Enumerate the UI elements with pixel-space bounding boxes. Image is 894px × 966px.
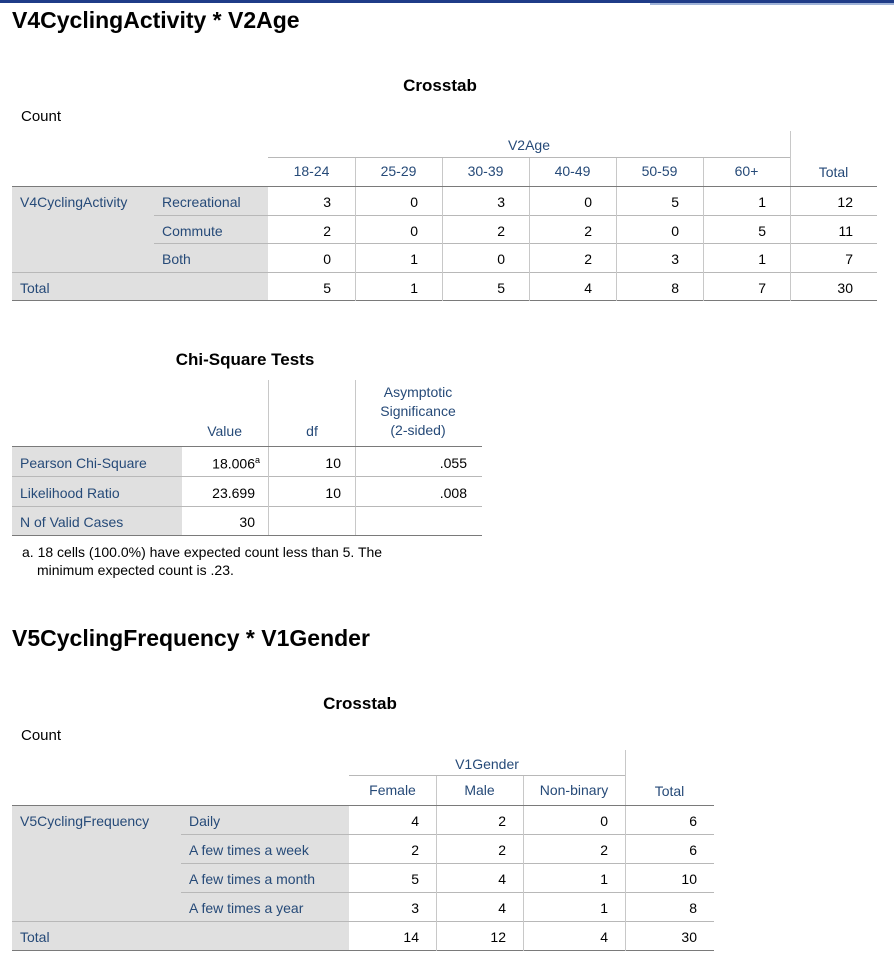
chi-value: 18.006$^a$ (212, 455, 260, 472)
chi-header-sig (355, 383, 481, 440)
chi-value: 23.699 (212, 485, 255, 501)
row-total-cell: 12 (837, 194, 853, 210)
chi-header-sig-line2: Significance (380, 403, 456, 419)
total-column-header: Total (654, 783, 685, 799)
chi-header-divider (355, 380, 356, 446)
row-divider (181, 863, 714, 864)
chi-title: Chi-Square Tests (175, 350, 315, 369)
chi-footnote-line2: minimum expected count is .23. (37, 562, 234, 578)
crosstab2-count-label: Count (21, 727, 62, 744)
table-divider (12, 186, 877, 187)
row-total-cell: 7 (845, 251, 853, 267)
top-border-accent (650, 3, 894, 5)
column-header: Non-binary (539, 782, 609, 798)
count-cell: 4 (498, 900, 506, 916)
chi-row-label: Pearson Chi-Square (20, 455, 147, 471)
count-cell: 1 (758, 194, 766, 210)
count-cell: 2 (584, 251, 592, 267)
column-total-cell: 7 (758, 279, 766, 296)
count-cell: 0 (671, 222, 679, 239)
total-column-header: Total (818, 164, 849, 180)
column-total-cell: 1 (410, 279, 418, 296)
count-cell: 3 (497, 194, 505, 210)
chi-header-df: df (306, 423, 318, 439)
chi-df: 10 (325, 455, 341, 471)
row-divider (154, 243, 877, 244)
count-cell: 5 (671, 194, 679, 210)
chi-header-value: Value (207, 423, 242, 439)
count-cell: 2 (411, 842, 419, 858)
column-header: Female (369, 782, 416, 798)
count-cell: 3 (323, 194, 331, 210)
column-total-cell: 5 (323, 279, 331, 296)
column-divider (703, 157, 704, 187)
count-cell: 3 (671, 251, 679, 267)
row-total-cell: 11 (838, 222, 853, 239)
row-total-cell: 8 (689, 900, 697, 916)
column-total-cell: 5 (497, 279, 505, 296)
column-divider (625, 750, 626, 806)
column-variable-label: V2Age (507, 137, 551, 153)
chi-row-label: N of Valid Cases (20, 514, 124, 530)
row-category-label: Recreational (162, 194, 241, 210)
row-category-label: A few times a month (189, 871, 316, 887)
grand-total-cell: 30 (837, 279, 853, 296)
row-category-label: A few times a year (189, 900, 304, 916)
column-header: Male (464, 782, 495, 798)
column-divider (529, 157, 530, 187)
chi-header-sig-line3: (2-sided) (390, 422, 446, 438)
count-cell: 1 (600, 900, 608, 916)
row-divider (181, 834, 714, 835)
table-divider (12, 300, 877, 301)
column-header: 18-24 (293, 163, 330, 179)
column-header: 25-29 (380, 163, 417, 179)
count-cell: 1 (410, 251, 418, 267)
count-cell: 2 (497, 222, 505, 239)
column-total-cell: 14 (403, 929, 419, 945)
row-total-cell: 6 (689, 813, 697, 829)
row-category-label: Commute (162, 222, 223, 239)
row-total-cell: 6 (689, 842, 697, 858)
count-cell: 1 (600, 871, 608, 887)
row-divider (154, 215, 877, 216)
count-cell: 5 (758, 222, 766, 239)
grand-total-cell: 30 (681, 929, 697, 945)
column-variable-label: V1Gender (455, 756, 519, 772)
chi-divider (12, 446, 482, 447)
column-total-cell: 4 (600, 929, 608, 945)
count-cell: 0 (323, 251, 331, 267)
chi-divider (12, 476, 482, 477)
column-total-cell: 8 (671, 279, 679, 296)
chi-sig: .008 (439, 485, 467, 501)
total-row-label: Total (20, 279, 50, 296)
chi-df: 10 (325, 485, 341, 501)
row-divider (181, 892, 714, 893)
section2-heading: V5CyclingFrequency * V1Gender (12, 625, 370, 651)
count-cell: 3 (411, 900, 419, 916)
row-total-cell: 10 (681, 871, 697, 887)
column-total-cell: 4 (584, 279, 592, 296)
table-divider (12, 950, 714, 951)
column-header: 50-59 (641, 163, 678, 179)
chi-divider (12, 506, 482, 507)
count-cell: 0 (600, 813, 608, 829)
count-cell: 0 (410, 194, 418, 210)
section1-heading: V4CyclingActivity * V2Age (12, 7, 300, 33)
count-cell: 4 (498, 871, 506, 887)
chi-sig: .055 (439, 455, 467, 471)
count-cell: 0 (497, 251, 505, 267)
count-cell: 2 (323, 222, 331, 239)
count-cell: 0 (584, 194, 592, 210)
crosstab2-title: Crosstab (323, 694, 397, 713)
chi-header-divider (268, 380, 269, 446)
count-cell: 2 (498, 842, 506, 858)
row-divider (12, 272, 877, 273)
count-cell: 2 (584, 222, 592, 239)
chi-footnote (22, 543, 382, 579)
crosstab1-title: Crosstab (403, 76, 477, 95)
column-divider (616, 157, 617, 187)
column-divider (436, 775, 437, 806)
column-divider (523, 775, 524, 806)
chi-header-sig-line1: Asymptotic (383, 384, 453, 400)
column-total-cell: 12 (490, 929, 506, 945)
count-cell: 0 (410, 222, 418, 239)
crosstab1-count-label: Count (21, 108, 62, 125)
column-header: 60+ (734, 163, 759, 179)
column-divider (790, 131, 791, 187)
row-category-label: A few times a week (189, 842, 309, 858)
count-cell: 5 (411, 871, 419, 887)
row-category-label: Daily (189, 813, 221, 829)
column-header: 40-49 (554, 163, 591, 179)
chi-footnote-line1: a. 18 cells (100.0%) have expected count less than 5. The (22, 544, 383, 560)
count-cell: 2 (600, 842, 608, 858)
header-divider (349, 775, 625, 776)
column-divider (442, 157, 443, 187)
chi-row-label: Likelihood Ratio (20, 485, 120, 501)
table-divider (12, 805, 714, 806)
chi-value: 30 (239, 514, 255, 530)
column-divider (355, 157, 356, 187)
column-header: 30-39 (467, 163, 504, 179)
row-variable-label: V4CyclingActivity (20, 194, 128, 210)
count-cell: 1 (758, 251, 766, 267)
row-variable-label: V5CyclingFrequency (20, 813, 150, 829)
count-cell: 2 (498, 813, 506, 829)
header-divider (268, 157, 790, 158)
count-cell: 4 (411, 813, 419, 829)
row-category-label: Both (162, 251, 191, 267)
row-divider (12, 921, 714, 922)
chi-divider (12, 535, 482, 536)
total-row-label: Total (20, 929, 50, 945)
